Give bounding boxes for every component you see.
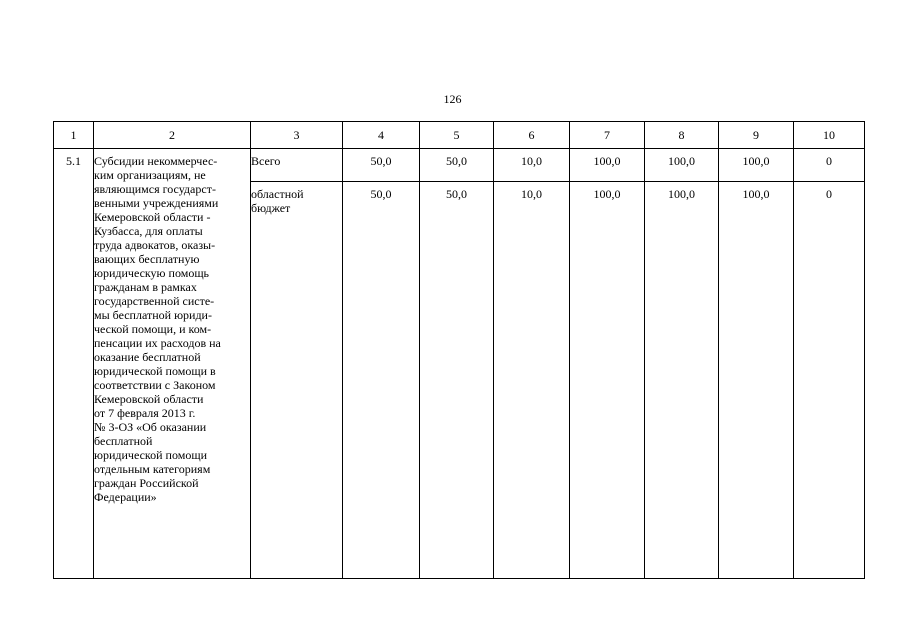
value-cell: 50,0 — [420, 182, 494, 579]
value-cell: 10,0 — [494, 149, 570, 182]
description-line: государственной систе- — [94, 294, 215, 308]
header-cell: 9 — [719, 122, 794, 149]
description-line: граждан Российской — [94, 476, 199, 490]
funding-source-total: Всего — [251, 149, 343, 182]
header-cell: 2 — [94, 122, 251, 149]
description-line: соответствии с Законом — [94, 378, 216, 392]
description-line: являющимся государст- — [94, 182, 216, 196]
value-cell: 0 — [794, 182, 865, 579]
description-line: гражданам в рамках — [94, 280, 197, 294]
description-line: Кемеровской области - — [94, 210, 211, 224]
description-line: вающих бесплатную — [94, 252, 200, 266]
value-cell: 50,0 — [343, 182, 420, 579]
description-line: Субсидии некоммерчес- — [94, 154, 218, 168]
header-cell: 3 — [251, 122, 343, 149]
row-description-cell — [94, 149, 251, 579]
table-row-total — [54, 149, 865, 182]
description-line: оказание бесплатной — [94, 350, 201, 364]
value-cell: 100,0 — [719, 182, 794, 579]
description-line: пенсации их расходов на — [94, 336, 221, 350]
value-cell: 10,0 — [494, 182, 570, 579]
description-line: от 7 февраля 2013 г. — [94, 406, 196, 420]
value-cell: 100,0 — [645, 149, 719, 182]
header-cell: 6 — [494, 122, 570, 149]
value-cell: 100,0 — [570, 182, 645, 579]
value-cell: 100,0 — [645, 182, 719, 579]
description-line: Кузбасса, для оплаты — [94, 224, 203, 238]
funding-source-regional: областной бюджет — [251, 182, 343, 579]
header-cell: 7 — [570, 122, 645, 149]
description-line: № 3-ОЗ «Об оказании — [94, 420, 207, 434]
row-index-cell: 5.1 — [54, 149, 94, 579]
description-line: юридической помощи — [94, 448, 207, 462]
description-line: бесплатной — [94, 434, 153, 448]
description-line: венными учреждениями — [94, 196, 219, 210]
description-line: Кемеровской области — [94, 392, 204, 406]
header-cell: 4 — [343, 122, 420, 149]
header-cell: 1 — [54, 122, 94, 149]
value-cell: 50,0 — [420, 149, 494, 182]
table-header-row — [54, 122, 865, 149]
description-line: юридической помощи в — [94, 364, 216, 378]
value-cell: 100,0 — [719, 149, 794, 182]
description-line: юридическую помощь — [94, 266, 210, 280]
value-cell: 50,0 — [343, 149, 420, 182]
description-line: Федерации» — [94, 490, 157, 504]
header-cell: 10 — [794, 122, 865, 149]
header-cell: 5 — [420, 122, 494, 149]
description-line: труда адвокатов, оказы- — [94, 238, 216, 252]
page-number: 126 — [443, 92, 462, 106]
value-cell: 100,0 — [570, 149, 645, 182]
value-cell: 0 — [794, 149, 865, 182]
description-line: ким организациям, не — [94, 168, 206, 182]
budget-table — [53, 121, 865, 579]
description-line: ческой помощи, и ком- — [94, 322, 212, 336]
header-cell: 8 — [645, 122, 719, 149]
description-line: отдельным категориям — [94, 462, 211, 476]
description-line: мы бесплатной юриди- — [94, 308, 212, 322]
